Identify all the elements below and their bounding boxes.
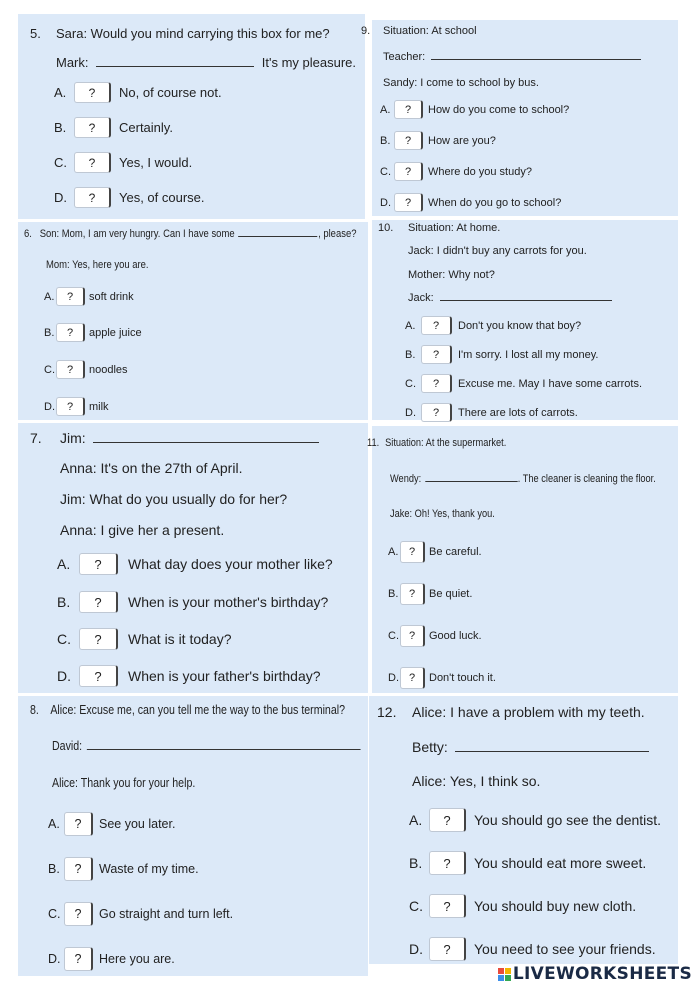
q8-option-b xyxy=(48,857,199,881)
q7-option-c xyxy=(57,628,232,650)
option-letter: B. xyxy=(409,855,423,871)
q7-number: 7. xyxy=(30,430,42,446)
answer-dropdown[interactable]: ? xyxy=(421,316,452,335)
q11-line-2-end: . The cleaner is cleaning the floor. xyxy=(517,473,656,485)
option-text: When do you go to school? xyxy=(428,196,562,209)
q9-answer-blank xyxy=(431,59,641,60)
q9-speaker: Teacher: xyxy=(383,51,426,63)
q12-option-c xyxy=(409,894,636,918)
q10-option-d xyxy=(405,403,578,422)
logo-tiles-icon xyxy=(498,968,511,981)
option-letter: B. xyxy=(380,134,391,147)
q11-option-a xyxy=(388,541,482,563)
q12-line-3: Alice: Yes, I think so. xyxy=(412,773,541,789)
option-text: When is your mother's birthday? xyxy=(128,594,329,610)
q6-option-d xyxy=(44,397,109,416)
option-text: What is it today? xyxy=(128,631,232,647)
option-letter: A. xyxy=(380,103,391,116)
q12-number: 12. xyxy=(377,704,397,720)
option-letter: C. xyxy=(54,155,67,170)
q8-option-a xyxy=(48,812,175,836)
q11-situation: Situation: At the supermarket. xyxy=(385,437,507,449)
answer-dropdown[interactable]: ? xyxy=(64,812,93,836)
option-letter: D. xyxy=(388,672,399,684)
answer-dropdown[interactable]: ? xyxy=(56,287,85,306)
option-letter: A. xyxy=(57,556,71,572)
q5-number: 5. xyxy=(30,26,41,41)
q9-situation: Situation: At school xyxy=(383,25,477,37)
answer-dropdown[interactable]: ? xyxy=(79,665,118,687)
q12-option-a xyxy=(409,808,661,832)
q8-line-1 xyxy=(30,703,345,717)
q10-answer-blank xyxy=(440,300,612,301)
answer-dropdown[interactable]: ? xyxy=(64,902,93,926)
option-letter: B. xyxy=(57,594,71,610)
option-text: When is your father's birthday? xyxy=(128,668,321,684)
option-text: apple juice xyxy=(89,326,142,339)
answer-dropdown[interactable]: ? xyxy=(421,374,452,393)
logo-tile xyxy=(505,968,511,974)
q7-line-1 xyxy=(60,430,319,446)
q10-option-a xyxy=(405,316,581,335)
option-text: Here you are. xyxy=(99,952,175,966)
q8-number: 8. xyxy=(30,703,39,717)
q7-line-2: Anna: It's on the 27th of April. xyxy=(60,460,243,476)
answer-dropdown[interactable]: ? xyxy=(64,947,93,971)
q9-option-c xyxy=(380,162,532,181)
option-text: What day does your mother like? xyxy=(128,556,333,572)
q5-option-c xyxy=(54,152,192,173)
q11-speaker: Wendy: xyxy=(390,473,422,485)
answer-dropdown[interactable]: ? xyxy=(74,82,111,103)
option-text: I'm sorry. I lost all my money. xyxy=(458,348,599,361)
option-letter: D. xyxy=(48,952,61,966)
option-text: Waste of my time. xyxy=(99,862,199,876)
answer-dropdown[interactable]: ? xyxy=(394,193,423,212)
option-letter: D. xyxy=(405,406,416,419)
q10-line-4 xyxy=(408,292,612,304)
q8-line-3: Alice: Thank you for your help. xyxy=(52,776,196,790)
option-text: You should buy new cloth. xyxy=(474,898,637,914)
logo-tile xyxy=(498,975,504,981)
option-text: Good luck. xyxy=(429,630,482,642)
option-text: Be quiet. xyxy=(429,588,473,600)
q7-option-b xyxy=(57,591,328,613)
q6-answer-blank xyxy=(238,236,317,237)
option-text: You should eat more sweet. xyxy=(474,855,647,871)
option-letter: A. xyxy=(388,546,399,558)
option-letter: C. xyxy=(388,630,399,642)
q5-response: It's my pleasure. xyxy=(261,55,356,70)
answer-dropdown[interactable]: ? xyxy=(79,591,118,613)
answer-dropdown[interactable]: ? xyxy=(79,553,118,575)
q10-speaker: Jack: xyxy=(408,292,434,304)
option-text: Go straight and turn left. xyxy=(99,907,234,921)
option-text: See you later. xyxy=(99,817,176,831)
q5-line-2 xyxy=(56,55,356,70)
option-letter: C. xyxy=(409,898,423,914)
option-letter: D. xyxy=(57,668,71,684)
q8-option-d xyxy=(48,947,175,971)
option-letter: A. xyxy=(409,812,423,828)
option-letter: B. xyxy=(388,588,399,600)
option-letter: C. xyxy=(44,363,55,376)
q6-option-c xyxy=(44,360,128,379)
q10-line-3: Mother: Why not? xyxy=(408,269,495,281)
option-letter: B. xyxy=(54,120,67,135)
answer-dropdown[interactable]: ? xyxy=(429,851,466,875)
option-letter: C. xyxy=(57,631,71,647)
q6-response: Mom: Yes, here you are. xyxy=(46,259,149,271)
q6-number: 6. xyxy=(24,228,32,240)
q5-option-d xyxy=(54,187,205,208)
option-letter: D. xyxy=(409,941,423,957)
option-letter: C. xyxy=(48,907,61,921)
q5-prompt: Sara: Would you mind carrying this box for me? xyxy=(56,26,330,41)
q8-answer-blank xyxy=(87,749,361,750)
q11-line-3: Jake: Oh! Yes, thank you. xyxy=(390,508,495,520)
option-text: How do you come to school? xyxy=(428,103,570,116)
q9-option-a xyxy=(380,100,569,119)
liveworksheets-logo xyxy=(498,964,692,984)
q10-line-2: Jack: I didn't buy any carrots for you. xyxy=(408,245,587,257)
answer-dropdown[interactable]: ? xyxy=(400,583,425,605)
q12-option-b xyxy=(409,851,646,875)
option-text: noodles xyxy=(89,363,128,376)
answer-dropdown[interactable]: ? xyxy=(56,397,85,416)
q10-number: 10. xyxy=(378,222,394,234)
q5-option-b xyxy=(54,117,173,138)
panel-q6 xyxy=(18,222,368,420)
option-text: Certainly. xyxy=(119,120,173,135)
q12-line-2 xyxy=(412,739,649,755)
q12-option-d xyxy=(409,937,656,961)
answer-dropdown[interactable]: ? xyxy=(429,937,466,961)
answer-dropdown[interactable]: ? xyxy=(394,162,423,181)
q7-option-a xyxy=(57,553,333,575)
q6-line-1 xyxy=(24,228,356,240)
q12-prompt: Alice: I have a problem with my teeth. xyxy=(412,704,645,720)
answer-dropdown[interactable]: ? xyxy=(64,857,93,881)
option-text: Excuse me. May I have some carrots. xyxy=(458,377,643,390)
option-text: milk xyxy=(89,400,109,413)
q10-option-c xyxy=(405,374,642,393)
answer-dropdown[interactable]: ? xyxy=(74,152,111,173)
option-text: soft drink xyxy=(89,290,134,303)
option-text: Don't touch it. xyxy=(429,672,496,684)
q11-option-b xyxy=(388,583,472,605)
option-text: You should go see the dentist. xyxy=(474,812,662,828)
q12-answer-blank xyxy=(455,751,649,752)
q8-prompt: Alice: Excuse me, can you tell me the way to the bus terminal? xyxy=(50,703,346,717)
option-text: No, of course not. xyxy=(119,85,222,100)
q11-number: 11. xyxy=(367,437,380,449)
option-text: You need to see your friends. xyxy=(474,941,656,957)
q8-speaker: David: xyxy=(52,739,83,753)
option-letter: D. xyxy=(44,400,55,413)
answer-dropdown[interactable]: ? xyxy=(400,541,425,563)
option-letter: A. xyxy=(44,290,55,303)
option-letter: A. xyxy=(54,85,67,100)
option-text: Yes, I would. xyxy=(119,155,193,170)
answer-dropdown[interactable]: ? xyxy=(421,403,452,422)
q7-speaker: Jim: xyxy=(60,430,86,446)
logo-tile xyxy=(498,968,504,974)
answer-dropdown[interactable]: ? xyxy=(429,808,466,832)
q9-option-d xyxy=(380,193,561,212)
q7-line-4: Anna: I give her a present. xyxy=(60,522,225,538)
option-letter: C. xyxy=(380,165,391,178)
q8-line-2 xyxy=(52,739,360,753)
q6-prompt: Son: Mom, I am very hungry. Can I have some xyxy=(39,228,235,240)
answer-dropdown[interactable]: ? xyxy=(421,345,452,364)
answer-dropdown[interactable]: ? xyxy=(74,187,111,208)
q9-response: Sandy: I come to school by bus. xyxy=(383,77,539,89)
option-text: How are you? xyxy=(428,134,496,147)
q11-answer-blank xyxy=(425,481,517,482)
answer-dropdown[interactable]: ? xyxy=(79,628,118,650)
q10-situation: Situation: At home. xyxy=(408,222,501,234)
answer-dropdown[interactable]: ? xyxy=(400,625,425,647)
q5-speaker: Mark: xyxy=(56,55,89,70)
q8-option-c xyxy=(48,902,233,926)
option-letter: D. xyxy=(54,190,67,205)
q7-line-3: Jim: What do you usually do for her? xyxy=(60,491,288,507)
option-letter: A. xyxy=(405,319,416,332)
logo-tile xyxy=(505,975,511,981)
panel-q8 xyxy=(18,696,368,976)
option-letter: D. xyxy=(380,196,391,209)
q6-prompt-end: , please? xyxy=(318,228,357,240)
answer-dropdown[interactable]: ? xyxy=(394,131,423,150)
q6-option-a xyxy=(44,287,134,306)
option-text: Don't you know that boy? xyxy=(458,319,582,332)
option-letter: C. xyxy=(405,377,416,390)
q5-answer-blank xyxy=(96,66,254,67)
option-text: There are lots of carrots. xyxy=(458,406,578,419)
q9-line-2 xyxy=(383,51,641,63)
q11-line-2 xyxy=(390,473,656,485)
answer-dropdown[interactable]: ? xyxy=(56,360,85,379)
answer-dropdown[interactable]: ? xyxy=(74,117,111,138)
option-text: Be careful. xyxy=(429,546,482,558)
q11-option-d xyxy=(388,667,496,689)
q7-answer-blank xyxy=(93,442,319,443)
q10-option-b xyxy=(405,345,598,364)
answer-dropdown[interactable]: ? xyxy=(56,323,85,342)
logo-text: LIVEWORKSHEETS xyxy=(512,964,692,984)
q7-option-d xyxy=(57,665,321,687)
option-letter: A. xyxy=(48,817,60,831)
answer-dropdown[interactable]: ? xyxy=(400,667,425,689)
option-letter: B. xyxy=(48,862,60,876)
answer-dropdown[interactable]: ? xyxy=(394,100,423,119)
q11-line-1 xyxy=(367,437,506,449)
q6-option-b xyxy=(44,323,142,342)
q11-option-c xyxy=(388,625,482,647)
q9-number: 9. xyxy=(361,25,371,37)
answer-dropdown[interactable]: ? xyxy=(429,894,466,918)
option-text: Yes, of course. xyxy=(119,190,205,205)
q5-option-a xyxy=(54,82,222,103)
option-text: Where do you study? xyxy=(428,165,532,178)
option-letter: B. xyxy=(405,348,416,361)
q12-speaker: Betty: xyxy=(412,739,448,755)
option-letter: B. xyxy=(44,326,55,339)
q9-option-b xyxy=(380,131,496,150)
